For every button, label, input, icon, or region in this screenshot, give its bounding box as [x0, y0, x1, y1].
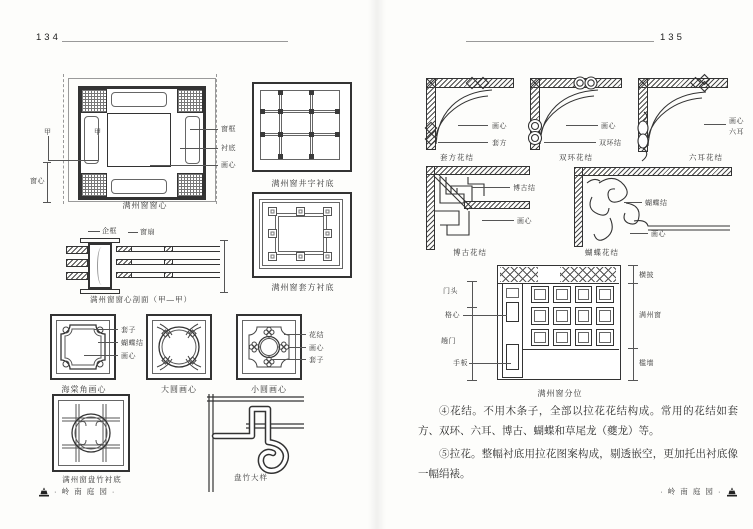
- figure-caption: 满州窗窗心: [122, 201, 168, 210]
- page-number-left: 134: [36, 32, 61, 43]
- label-window-core: 窗心: [30, 178, 45, 185]
- section-cut-line: [48, 160, 98, 161]
- figure-bogu-knot: [420, 163, 542, 261]
- joint-dot: [309, 154, 314, 159]
- window-pane: [553, 329, 571, 346]
- window-pane: [596, 307, 614, 324]
- grid-bar: [279, 90, 282, 160]
- joint-dot: [335, 109, 340, 114]
- label-knot: 蝴蝶结: [645, 200, 668, 207]
- door-panel-core: [506, 302, 519, 322]
- label-knot: 双环结: [599, 140, 622, 147]
- leader-line: [624, 202, 642, 203]
- knot-square: [268, 252, 277, 261]
- figure-caption: 海棠角画心: [61, 385, 107, 394]
- leader-line: [84, 355, 118, 356]
- picture-core-panel: [107, 113, 171, 167]
- tenon-block: [66, 272, 88, 280]
- label-core: 画心: [517, 218, 532, 225]
- label-core: 画心: [309, 345, 324, 352]
- leader-line: [88, 231, 100, 232]
- inner-square: [260, 90, 340, 160]
- leader-line: [458, 125, 488, 126]
- window-wall: [497, 265, 621, 380]
- figure-caption: 博古花结: [453, 248, 487, 257]
- corner-fret-block: [177, 89, 203, 113]
- window-pane: [575, 286, 593, 303]
- figure-caption: 套方花结: [440, 153, 474, 162]
- figure-caption: 满州窗盘竹衬底: [62, 475, 122, 484]
- footer-left: [38, 486, 116, 497]
- window-pane: [596, 286, 614, 303]
- transom-lattice: [500, 267, 538, 282]
- panzhu-pattern: [58, 400, 124, 466]
- sill-line: [523, 349, 619, 350]
- publisher-crest-icon: [726, 487, 738, 497]
- leader-line: [438, 142, 488, 143]
- leader-line: [94, 329, 118, 330]
- knot-square: [296, 252, 305, 261]
- leader-line: [482, 220, 514, 221]
- rail-joint: [116, 272, 132, 278]
- label-door-head: 门头: [443, 288, 458, 295]
- footer-text: · 岭 南 庭 园 ·: [660, 487, 722, 496]
- label-kick-board: 手板: [453, 360, 468, 367]
- figure-caption: 满州窗窗心剖面（甲—甲）: [90, 295, 192, 304]
- figure-window-core: [30, 72, 242, 212]
- dimension-line: [224, 240, 225, 292]
- leader-line: [469, 363, 511, 364]
- window-pane: [575, 329, 593, 346]
- label-sash: 窗扇: [140, 229, 155, 236]
- tenon-block: [66, 259, 88, 267]
- knot-square: [323, 207, 332, 216]
- dimension-tick: [467, 380, 477, 381]
- label-sliding-door: 趟门: [441, 338, 456, 345]
- outer-square: [146, 314, 212, 380]
- corner-fret-block: [177, 173, 203, 197]
- publisher-crest-icon: [38, 487, 50, 497]
- knot-square: [268, 229, 277, 238]
- leader-line: [630, 233, 648, 234]
- label-knot: 博古结: [513, 185, 536, 192]
- window-pane: [596, 329, 614, 346]
- lining-panel-bottom: [111, 179, 167, 194]
- header-rule-right: [466, 41, 654, 42]
- label-transom: 横披: [639, 272, 654, 279]
- door-panel-kick: [506, 344, 519, 370]
- window-pane-grid: [528, 283, 617, 349]
- joint-dot: [278, 154, 283, 159]
- joint-dot: [260, 132, 265, 137]
- paragraph-huajie: ④花结。不用木条子，全部以拉花花结构成。常用的花结如套方、双环、六耳、博古、蝴蝶和草尾龙（夔龙）等。: [418, 405, 738, 437]
- dimension-line: [47, 162, 48, 202]
- rail-joint: [164, 246, 173, 252]
- label-sleeve: 套子: [121, 327, 136, 334]
- section-cut-line: [48, 136, 49, 160]
- page-number-right: 135: [660, 32, 685, 43]
- joint-dot: [309, 109, 314, 114]
- knot-square: [323, 229, 332, 238]
- dimension-tick: [628, 283, 638, 284]
- figure-caption: 六耳花结: [689, 153, 723, 162]
- dimension-tick: [628, 380, 638, 381]
- post-section: [88, 243, 112, 289]
- label-core: 画心: [121, 353, 136, 360]
- leader-line: [180, 148, 218, 149]
- rail-joint: [164, 272, 173, 278]
- window-pane: [531, 329, 549, 346]
- section-dash-line: [63, 74, 64, 204]
- dimension-line: [472, 281, 473, 380]
- label-knot: 六耳: [729, 129, 744, 136]
- figure-taofang-lining: [244, 192, 362, 294]
- transom-lattice: [560, 267, 616, 282]
- rail-joint: [116, 259, 132, 265]
- figure-caption: 满州窗井字衬底: [271, 179, 335, 188]
- dimension-tick: [43, 202, 51, 203]
- joint-dot: [278, 132, 283, 137]
- joint-dot: [278, 109, 283, 114]
- joint-dot: [278, 90, 283, 95]
- figure-caption: 小圆画心: [251, 385, 287, 394]
- label-post: 企框: [102, 228, 117, 235]
- section-cut-line: [98, 136, 99, 160]
- leader-line: [272, 359, 306, 360]
- dimension-tick: [43, 162, 51, 163]
- rail-joint: [116, 246, 132, 252]
- joint-dot: [309, 90, 314, 95]
- leader-line: [98, 342, 118, 343]
- label-manchu-window: 满州窗: [639, 312, 662, 319]
- knot-square: [323, 252, 332, 261]
- label-lining: 衬底: [221, 145, 236, 152]
- grid-bar: [260, 110, 340, 113]
- figure-caption: 大圆画心: [161, 385, 197, 394]
- footer-right: [560, 486, 738, 497]
- window-pane: [553, 307, 571, 324]
- lining-panel-right: [185, 116, 200, 164]
- label-core: 画心: [221, 162, 236, 169]
- leader-line: [544, 142, 596, 143]
- corner-fret-block: [81, 173, 107, 197]
- dimension-tick: [467, 281, 477, 282]
- outer-square: [252, 82, 352, 172]
- wood-grain: [97, 247, 106, 285]
- joint-dot: [335, 132, 340, 137]
- big-circle-pattern: [152, 320, 206, 374]
- joint-dot: [260, 109, 265, 114]
- header-rule-left: [62, 41, 288, 42]
- dimension-tick: [220, 240, 228, 241]
- corner-fret-block: [81, 89, 107, 113]
- figure-caption: 满州窗套方衬底: [271, 283, 335, 292]
- label-knot: 套方: [492, 140, 507, 147]
- section-dash-line: [216, 74, 217, 204]
- dimension-tick: [628, 348, 638, 349]
- figure-caption: 蝴蝶花结: [585, 248, 619, 257]
- figure-jing-lining: [244, 78, 362, 192]
- page-gutter: [368, 0, 386, 529]
- label-knot: 花结: [309, 332, 324, 339]
- tenon-block: [66, 246, 88, 254]
- door-panel-top: [506, 288, 519, 298]
- figure-shuanghuan-knot: [524, 74, 630, 166]
- figure-elevation: [435, 258, 737, 400]
- figure-section: [36, 226, 238, 306]
- figure-caption: 双环花结: [559, 153, 593, 162]
- leader-line: [284, 334, 306, 335]
- figure-caption: 盘竹大样: [234, 473, 268, 482]
- leader-line: [472, 187, 510, 188]
- dimension-tick: [220, 292, 228, 293]
- leader-line: [463, 315, 507, 316]
- knot-square: [296, 207, 305, 216]
- label-knot: 蝴蝶结: [121, 340, 144, 347]
- leader-line: [288, 347, 306, 348]
- lining-panel-left: [84, 116, 99, 164]
- label-core: 画心: [492, 123, 507, 130]
- grid-bar: [310, 90, 313, 160]
- leader-line: [566, 125, 598, 126]
- knot-square: [268, 207, 277, 216]
- figure-small-circle-core: [228, 312, 344, 398]
- body-text-block: [418, 402, 738, 488]
- label-sill-wall: 槛墙: [639, 360, 654, 367]
- figure-big-circle-core: [138, 312, 230, 398]
- leader-line: [150, 165, 218, 166]
- outer-square: [50, 314, 116, 380]
- leader-line: [704, 124, 726, 125]
- window-pane: [531, 307, 549, 324]
- label-core: 画心: [729, 118, 744, 125]
- window-pane: [531, 286, 549, 303]
- label-core: 画心: [601, 123, 616, 130]
- transom-band: [498, 266, 619, 284]
- label-door-core: 格心: [445, 312, 460, 319]
- paragraph-lahua: ⑤拉花。整幅衬底用拉花图案构成，剔透嵌空，更加托出衬底像一幅绢裱。: [418, 447, 738, 480]
- leader-line: [128, 232, 138, 233]
- label-sleeve: 套子: [309, 357, 324, 364]
- lining-panel-top: [111, 92, 167, 107]
- dimension-tick: [628, 265, 638, 266]
- figure-panzhu-detail: [196, 392, 308, 496]
- section-mark-label: 甲: [94, 129, 102, 136]
- ring-square: [278, 216, 324, 252]
- label-core: 画心: [651, 231, 666, 238]
- figure-liuer-knot: [630, 74, 750, 166]
- dimension-tick: [467, 307, 477, 308]
- label-frame: 窗框: [221, 126, 236, 133]
- grid-bar: [260, 133, 340, 136]
- outer-square: [52, 394, 130, 472]
- rail-joint: [164, 259, 173, 265]
- leader-line: [190, 129, 218, 130]
- section-mark-label: 甲: [44, 129, 52, 136]
- joint-dot: [309, 132, 314, 137]
- figure-hudie-knot: [554, 163, 739, 261]
- figure-taofang-knot: [420, 74, 522, 166]
- figure-caption: 满州窗分位: [537, 389, 583, 398]
- window-pane: [553, 286, 571, 303]
- footer-text: · 岭 南 庭 园 ·: [54, 487, 116, 496]
- figure-panzhu-lining: [44, 392, 140, 488]
- outer-square: [252, 192, 352, 278]
- window-pane: [575, 307, 593, 324]
